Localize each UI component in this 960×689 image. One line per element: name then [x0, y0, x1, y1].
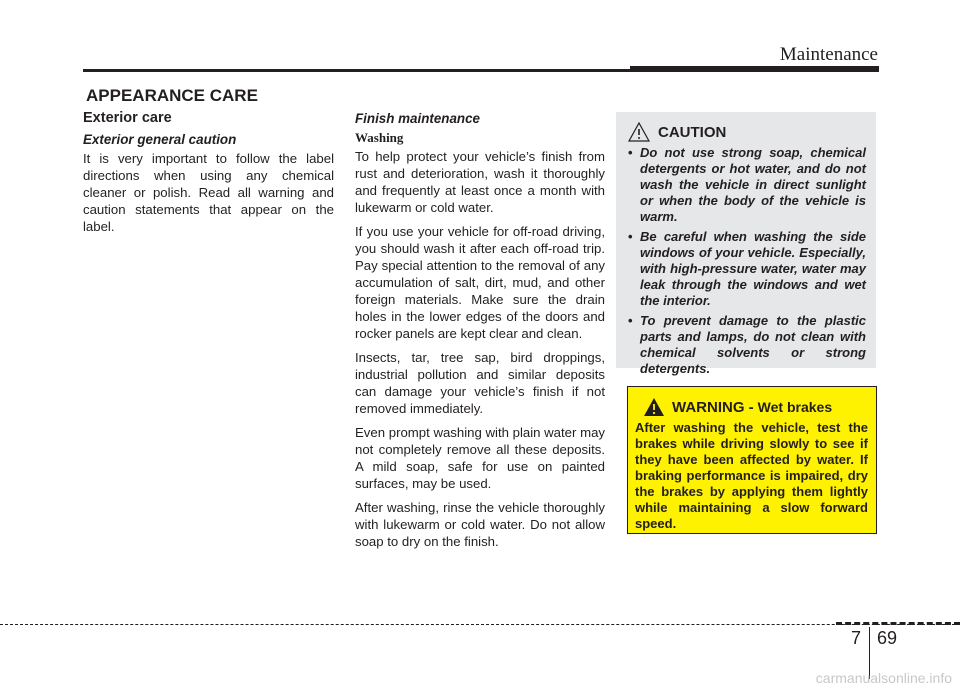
page-number: 69 — [877, 628, 898, 648]
caution-item: • Do not use strong soap, chemical detergents or hot water, and do not wash the vehicle in direct sunlight or when the body of the vehicle is warm. — [626, 145, 866, 225]
caution-header — [626, 122, 866, 142]
finish-maintenance-heading: Finish maintenance — [355, 111, 481, 126]
exterior-care-heading: Exterior care — [83, 110, 172, 126]
caution-triangle-icon — [628, 122, 650, 142]
column-finish-maintenance — [355, 110, 605, 557]
footer-rule-accent — [836, 622, 960, 625]
chapter-number: 7 — [851, 628, 862, 648]
warning-label: WARNING - — [672, 398, 754, 416]
paragraph: It is very important to follow the label directions when using any chemical cleaner or polish. Read all warning and caution statements that appear on the label. — [83, 151, 334, 234]
warning-header — [635, 397, 868, 417]
caution-title: CAUTION — [658, 123, 727, 141]
paragraph: Even prompt washing with plain water may not completely remove all these deposits. A mild soap, safe for use on painted surfaces, may be used. — [355, 425, 605, 491]
caution-item: • Be careful when washing the side windows of your vehicle. Especially, with high-pressure water, water may leak through the windows and wet the interior. — [626, 229, 866, 309]
warning-subtitle: Wet brakes — [757, 399, 833, 415]
caution-list — [626, 145, 866, 377]
header-title: Maintenance — [779, 44, 878, 65]
column-exterior-care — [83, 110, 334, 242]
exterior-general-caution-heading: Exterior general caution — [83, 132, 237, 147]
warning-triangle-icon — [643, 397, 665, 417]
paragraph: To help protect your vehicle’s finish from rust and deterioration, wash it thoroughly and frequently at least once a month with lukewarm or cold water. — [355, 149, 605, 215]
watermark: carmanualsonline.info — [815, 670, 952, 686]
caution-box — [616, 112, 876, 376]
warning-box — [627, 386, 877, 534]
paragraph: After washing, rinse the vehicle thoroughly with lukewarm or cold water. Do not allow soap to dry on the finish. — [355, 500, 605, 549]
section-title: APPEARANCE CARE — [86, 86, 258, 105]
paragraph: Insects, tar, tree sap, bird droppings, industrial pollution and similar deposits can damage your vehicle’s finish if not removed immediately. — [355, 350, 605, 416]
footer-rule — [0, 624, 960, 625]
paragraph: If you use your vehicle for off-road driving, you should wash it after each off-road trip. Pay special attention to the removal of any accumulation of salt, dirt, mud, and other foreign materials. Make sure the drain holes in the lower edges of the doors and rocker panels are kept clear and clean. — [355, 224, 605, 341]
washing-heading: Washing — [355, 130, 404, 145]
header-rule-accent — [630, 66, 879, 72]
warning-body: After washing the vehicle, test the brakes while driving slowly to see if they have been affected by water. If braking performance is impaired, dry the brakes by applying them lightly while maintaining a slow forward speed. — [635, 420, 868, 531]
caution-item: • To prevent damage to the plastic parts and lamps, do not clean with chemical solvents or strong detergents. — [626, 313, 866, 377]
